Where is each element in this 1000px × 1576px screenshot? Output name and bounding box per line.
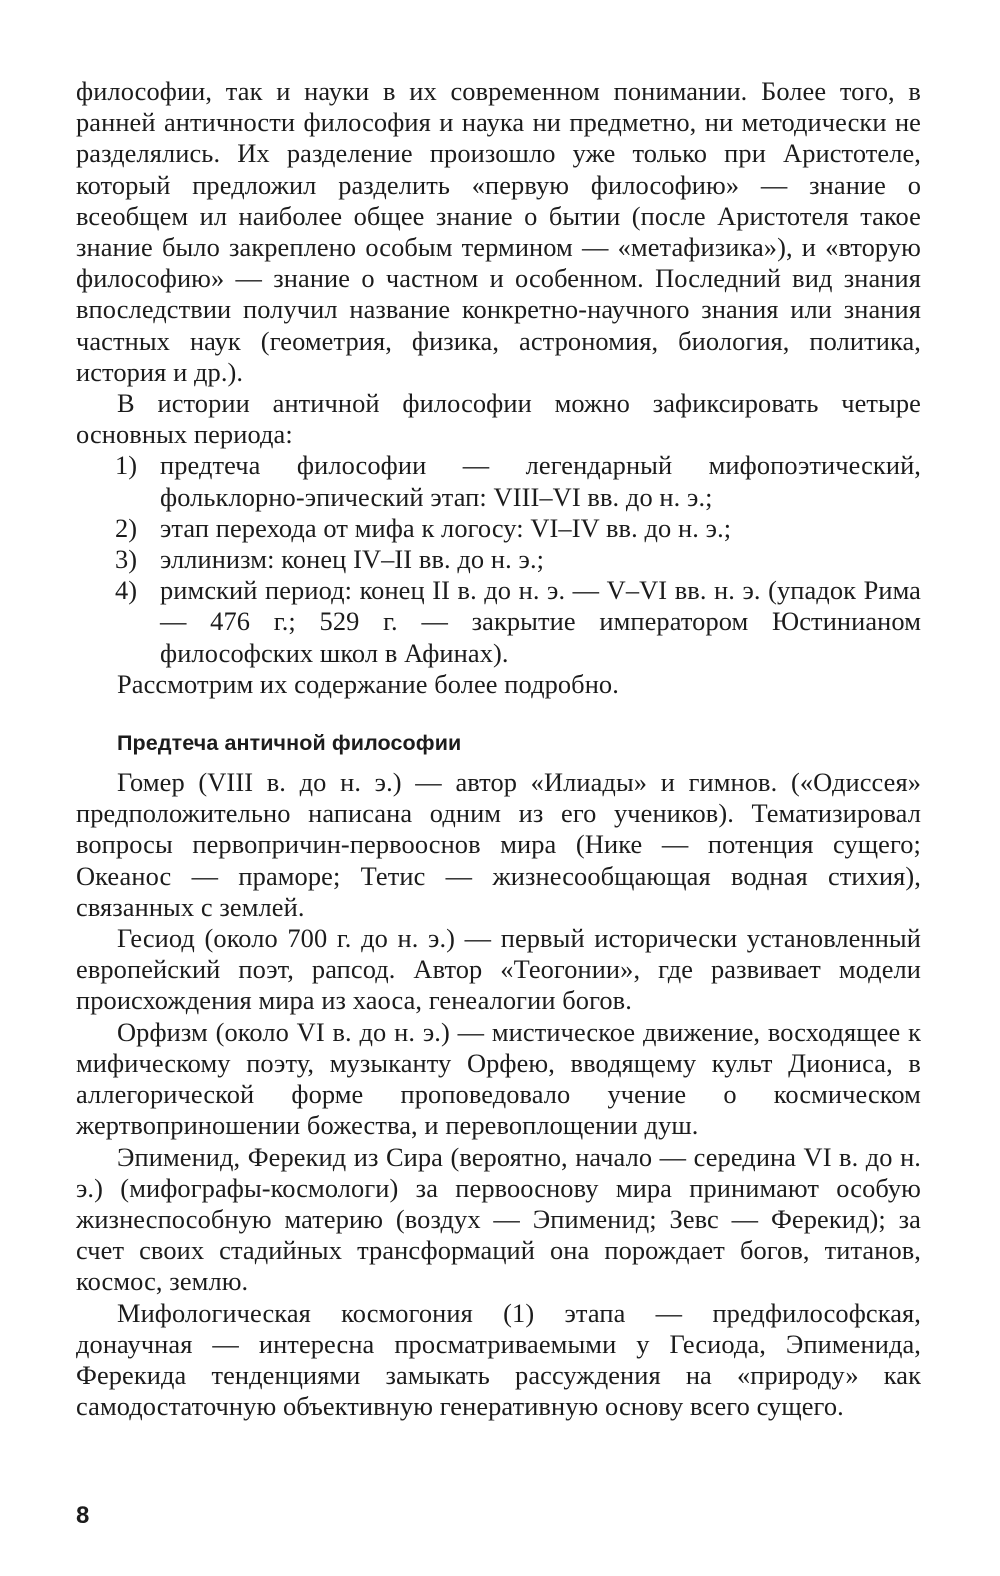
list-item	[115, 450, 921, 512]
section-heading: Предтеча античной философии	[117, 731, 462, 756]
page-number: 8	[76, 1502, 90, 1529]
periods-outro: Рассмотрим их содержание более подробно.	[117, 668, 619, 699]
page-body	[76, 76, 921, 1422]
list-item-text: предтеча философии — легендарный мифопоэтический, фольклорно-эпический этап: VIII–VI вв. до н. э.;	[160, 450, 921, 512]
periods-intro: В истории античной философии можно зафиксировать четыре основных периода:	[76, 388, 921, 450]
paragraph-epimenides: Эпименид, Ферекид из Сира (вероятно, начало — середина VI в. до н. э.) (мифографы-космологи) за первооснову мира принимают особую жизнеспособную материю (воздух — Эпименид; Зевс — Ферекид); за счет своих стадийных трансформаций она порождает богов, титанов, космос, землю.	[76, 1141, 921, 1297]
intro-paragraph: философии, так и науки в их современном понимании. Более того, в ранней античности философия и наука ни предметно, ни методически не разделялись. Их разделение произошло уже только при Аристотеле, который предложил разделить «первую философию» — знание о всеобщем ил наиболее общее знание о бытии (после Аристотеля такое знание было закреплено особым термином — «метафизика»), и «вторую философию» — знание о частном и особенном. Последний вид знания впоследствии получил название конкретно-научного знания или знания частных наук (геометрия, физика, астрономия, биология, политика, история и др.).	[76, 76, 921, 387]
periods-list	[76, 450, 921, 668]
paragraph-homer: Гомер (VIII в. до н. э.) — автор «Илиады» и гимнов. («Одиссея» предположительно написана одним из его учеников). Тематизировал вопросы первопричин-первооснов мира (Нике — потенция сущего; Океанос — праморе; Тетис — жизнесообщающая водная стихия), связанных с землей.	[76, 767, 921, 922]
list-item-number: 1)	[115, 450, 138, 481]
list-item-text: римский период: конец II в. до н. э. — V–VI вв. н. э. (упадок Рима — 476 г.; 529 г. — закрытие императором Юстинианом философских школ в Афинах).	[160, 575, 921, 668]
list-item	[115, 575, 921, 669]
list-item-number: 4)	[115, 575, 138, 606]
list-item-text: эллинизм: конец IV–II вв. до н. э.;	[160, 544, 545, 575]
list-item-number: 3)	[115, 544, 138, 575]
list-item-number: 2)	[115, 512, 138, 543]
paragraph-cosmogony: Мифологическая космогония (1) этапа — предфилософская, донаучная — интересна просматриваемыми у Гесиода, Эпименида, Ферекида тенденциями замыкать рассуждения на «природу» как самодостаточную объективную генеративную основу всего сущего.	[76, 1297, 921, 1422]
list-item	[115, 512, 921, 544]
paragraph-hesiod: Гесиод (около 700 г. до н. э.) — первый исторически установленный европейский поэт, рапсод. Автор «Теогонии», где развивает модели происхождения мира из хаоса, генеалогии богов.	[76, 923, 921, 1016]
list-item	[115, 544, 921, 575]
list-item-text: этап перехода от мифа к логосу: VI–IV вв. до н. э.;	[160, 512, 732, 543]
paragraph-orphism: Орфизм (около VI в. до н. э.) — мистическое движение, восходящее к мифическому поэту, музыканту Орфею, вводящему культ Диониса, в аллегорической форме проповедовало учение о космическом жертвоприношении божества, и перевоплощении душ.	[76, 1016, 921, 1141]
